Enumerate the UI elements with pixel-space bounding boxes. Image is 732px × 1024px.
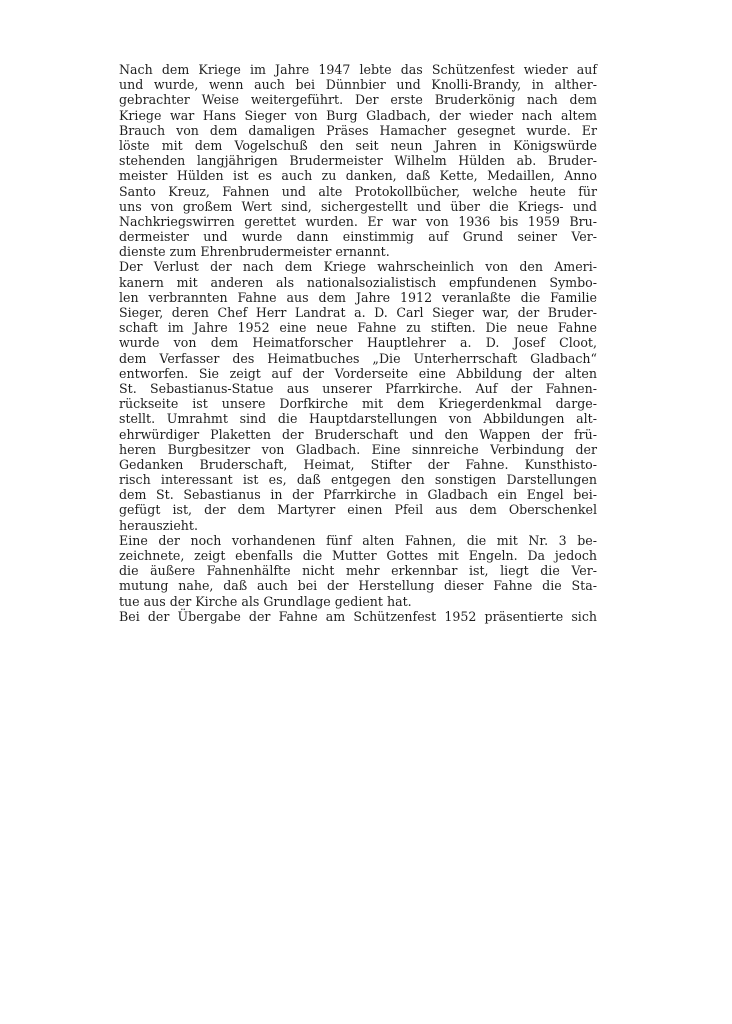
text-line: gefügt ist, der dem Martyrer einen Pfeil aus dem Oberschenkel <box>119 502 597 518</box>
text-line: und wurde, wenn auch bei Dünnbier und Knolli-Brandy, in alther- <box>119 77 597 93</box>
text-line: Bei der Übergabe der Fahne am Schützenfest 1952 präsentierte sich <box>119 608 597 624</box>
text-line: heren Burgbesitzer von Gladbach. Eine sinnreiche Verbindung der <box>119 441 597 457</box>
text-line: Brauch von dem damaligen Präses Hamacher gesegnet wurde. Er <box>119 122 597 138</box>
text-line: Nachkriegswirren gerettet wurden. Er war von 1936 bis 1959 Bru- <box>119 213 597 229</box>
text-line: Gedanken Bruderschaft, Heimat, Stifter der Fahne. Kunsthisto- <box>119 456 597 472</box>
text-line: zeichnete, zeigt ebenfalls die Mutter Gottes mit Engeln. Da jedoch <box>119 548 597 563</box>
text-line: kanern mit anderen als nationalsozialistisch empfundenen Symbo- <box>119 274 597 290</box>
text-line: Santo Kreuz, Fahnen und alte Protokollbücher, welche heute für <box>119 183 597 199</box>
text-line: mutung nahe, daß auch bei der Herstellung dieser Fahne die Sta- <box>119 578 597 594</box>
text-line: dienste zum Ehrenbrudermeister ernannt. <box>119 244 390 260</box>
text-line: schaft im Jahre 1952 eine neue Fahne zu stiften. Die neue Fahne <box>119 320 597 336</box>
text-line: risch interessant ist es, daß entgegen den sonstigen Darstellungen <box>119 472 597 488</box>
paragraph-3 <box>119 533 597 609</box>
text-line: uns von großem Wert sind, sichergestellt und über die Kriegs- und <box>119 198 597 214</box>
paragraph-4 <box>119 609 597 624</box>
text-line: stehenden langjährigen Brudermeister Wilhelm Hülden ab. Bruder- <box>119 153 597 169</box>
text-line: Sieger, deren Chef Herr Landrat a. D. Carl Sieger war, der Bruder- <box>119 305 597 320</box>
text-line: Kriege war Hans Sieger von Burg Gladbach, der wieder nach altem <box>119 107 597 123</box>
text-line: die äußere Fahnenhälfte nicht mehr erkennbar ist, liegt die Ver- <box>119 563 597 579</box>
body-text <box>119 62 597 624</box>
paragraph-1 <box>119 62 597 259</box>
text-line: Der Verlust der nach dem Kriege wahrscheinlich von den Ameri- <box>119 259 597 275</box>
text-line: St. Sebastianus-Statue aus unserer Pfarrkirche. Auf der Fahnen- <box>119 380 597 396</box>
text-line: Nach dem Kriege im Jahre 1947 lebte das Schützenfest wieder auf <box>119 62 597 77</box>
text-line: meister Hülden ist es auch zu danken, daß Kette, Medaillen, Anno <box>119 168 597 184</box>
text-line: dem St. Sebastianus in der Pfarrkirche in Gladbach ein Engel bei- <box>119 487 597 503</box>
text-line: gebrachter Weise weitergeführt. Der erste Bruderkönig nach dem <box>119 92 597 108</box>
text-line: entworfen. Sie zeigt auf der Vorderseite eine Abbildung der alten <box>119 365 597 381</box>
text-line: len verbrannten Fahne aus dem Jahre 1912 veranlaßte die Familie <box>119 289 597 305</box>
paragraph-2 <box>119 259 597 532</box>
text-line: tue aus der Kirche als Grundlage gedient hat. <box>119 593 412 609</box>
text-line: wurde von dem Heimatforscher Hauptlehrer a. D. Josef Cloot, <box>119 335 597 351</box>
text-line: löste mit dem Vogelschuß den seit neun Jahren in Königswürde <box>119 137 597 153</box>
text-line: stellt. Umrahmt sind die Hauptdarstellungen von Abbildungen alt- <box>119 411 597 427</box>
text-line: Eine der noch vorhandenen fünf alten Fahnen, die mit Nr. 3 be- <box>119 532 597 548</box>
text-line: ehrwürdiger Plaketten der Bruderschaft und den Wappen der frü- <box>119 426 597 442</box>
text-line: dem Verfasser des Heimatbuches „Die Unterherrschaft Gladbach“ <box>119 350 597 366</box>
text-line: herauszieht. <box>119 517 198 533</box>
text-line: rückseite ist unsere Dorfkirche mit dem Kriegerdenkmal darge- <box>119 396 597 412</box>
text-line: dermeister und wurde dann einstimmig auf Grund seiner Ver- <box>119 229 597 245</box>
